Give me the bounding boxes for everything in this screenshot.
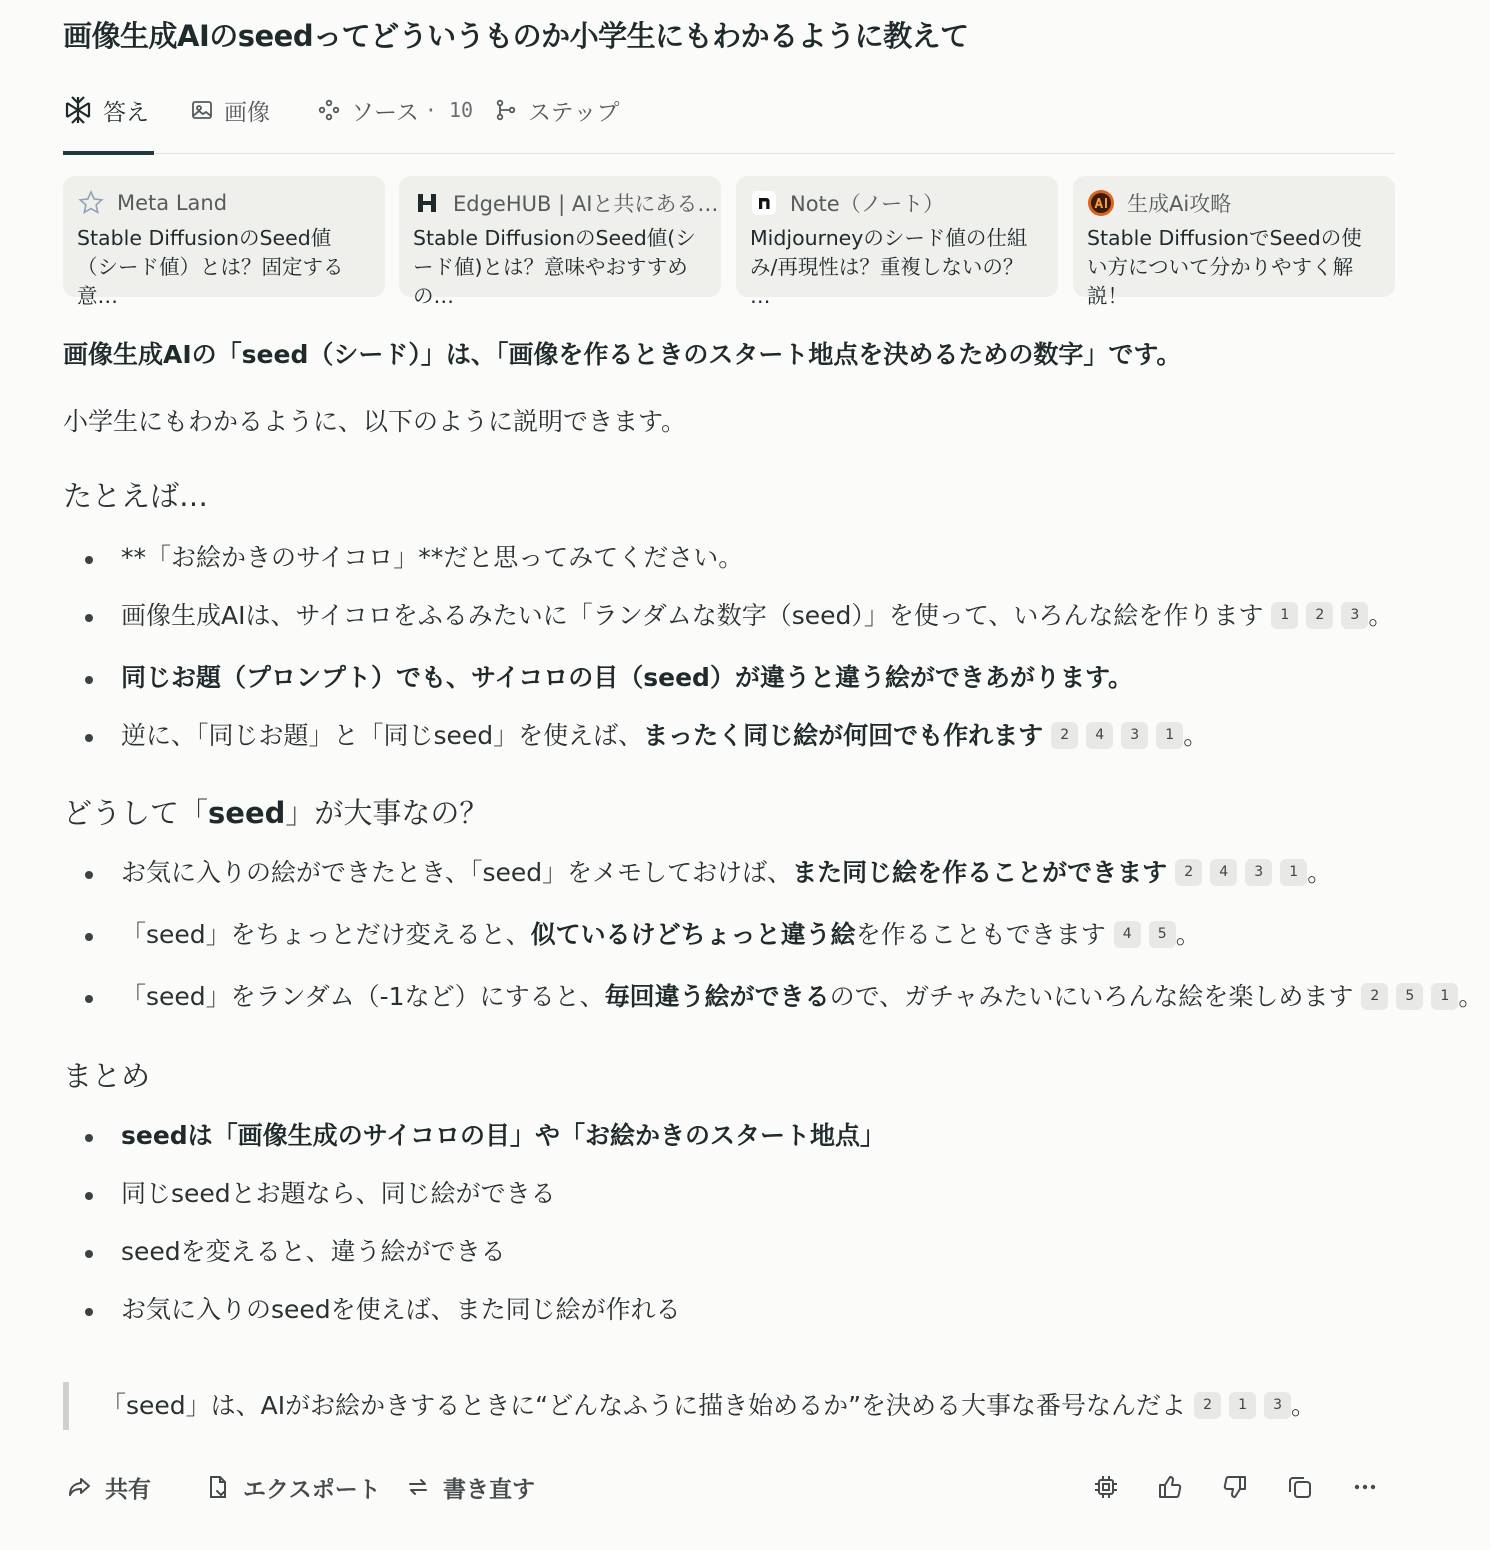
copy-button[interactable] xyxy=(1282,1469,1318,1505)
source-cards xyxy=(63,176,1395,308)
tab-sources-count: · 10 xyxy=(424,98,474,122)
list-item: 逆に、「同じお題」と「同じseed」を使えば、まったく同じ絵が何回でも作れます 2 4 3 1 。 xyxy=(63,707,1395,765)
citation-badge[interactable]: 3 xyxy=(1245,859,1272,886)
list-item: お気に入りのseedを使えば、また同じ絵が作れる xyxy=(63,1281,1395,1339)
source-site: Note（ノート） xyxy=(790,192,945,216)
section-heading-why: どうして「seed」が大事なの？ xyxy=(63,796,489,830)
list-item: seedは「画像生成のサイコロの目」や「お絵かきのスタート地点」 xyxy=(63,1107,1395,1165)
source-title: Midjourneyのシード値の仕組み/再現性は？重複しないの？ … xyxy=(750,226,1028,308)
more-icon xyxy=(1352,1474,1378,1500)
source-title: Stable DiffusionのSeed値（シード値）とは？固定する意… xyxy=(77,226,344,308)
share-button[interactable]: 共有 xyxy=(67,1465,151,1509)
chip-icon xyxy=(1093,1474,1119,1500)
answer-intro: 小学生にもわかるように、以下のように説明できます。 xyxy=(63,407,687,436)
citation-badge[interactable]: 2 xyxy=(1361,983,1388,1010)
tab-steps[interactable] xyxy=(494,88,620,132)
thumbs-down-button[interactable] xyxy=(1217,1469,1253,1505)
citation-badge[interactable]: 5 xyxy=(1149,921,1176,948)
citation-badge[interactable]: 4 xyxy=(1086,722,1113,749)
tab-sources[interactable] xyxy=(317,88,473,132)
share-icon xyxy=(67,1474,93,1500)
citation-badge[interactable]: 4 xyxy=(1210,859,1237,886)
summary-quote: 「seed」は、AIがお絵かきするときに“どんなふうに描き始めるか”を決める大事な番号なんだよ 2 1 3 。 xyxy=(63,1382,1363,1430)
answer-body xyxy=(63,330,1484,1339)
citation-badge[interactable]: 3 xyxy=(1121,722,1148,749)
tab-sources-label: ソース xyxy=(351,99,419,126)
citation-badge[interactable]: 2 xyxy=(1175,859,1202,886)
export-icon xyxy=(205,1474,231,1500)
rewrite-button[interactable]: 書き直す xyxy=(405,1465,535,1509)
citation-badge[interactable]: 2 xyxy=(1051,722,1078,749)
image-icon xyxy=(190,98,214,122)
source-site: 生成Ai攻略 xyxy=(1127,192,1232,216)
source-card-seisei-ai[interactable] xyxy=(1073,176,1395,308)
list-item: **「お絵かきのサイコロ」**だと思ってみてください。 xyxy=(63,529,1395,587)
source-card-meta-land[interactable] xyxy=(63,176,385,308)
thumbs-up-icon xyxy=(1157,1474,1183,1500)
model-info-button[interactable] xyxy=(1088,1469,1124,1505)
sources-icon xyxy=(317,98,341,122)
summary-list xyxy=(63,1107,1395,1339)
more-options-button[interactable] xyxy=(1347,1469,1383,1505)
answer-icon xyxy=(63,95,93,125)
tab-answer[interactable] xyxy=(63,88,149,132)
list-item: 同じお題（プロンプト）でも、サイコロの目（seed）が違うと違う絵ができあがります。 xyxy=(63,649,1395,707)
list-item: 「seed」をランダム（-1など）にすると、毎回違う絵ができるので、ガチャみたいにいろんな絵を楽しめます 2 5 1 。 xyxy=(63,968,1395,1026)
citation-badge[interactable]: 2 xyxy=(1194,1392,1221,1419)
active-tab-indicator xyxy=(63,151,154,155)
tab-bar xyxy=(63,82,1395,154)
source-site: EdgeHUB | AIと共にある… xyxy=(453,192,719,216)
citation-badge[interactable]: 1 xyxy=(1229,1392,1256,1419)
list-item: seedを変えると、違う絵ができる xyxy=(63,1223,1395,1281)
section-heading-example: たとえば… xyxy=(63,479,209,513)
example-list xyxy=(63,529,1395,765)
source-card-note[interactable] xyxy=(736,176,1058,308)
why-list xyxy=(63,844,1484,1026)
source-card-edgehub[interactable] xyxy=(399,176,721,308)
copy-icon xyxy=(1287,1474,1313,1500)
citation-badge[interactable]: 3 xyxy=(1341,602,1368,629)
list-item: 画像生成AIは、サイコロをふるみたいに「ランダムな数字（seed）」を使って、いろんな絵を作ります 1 2 3 。 xyxy=(63,587,1395,645)
steps-icon xyxy=(494,98,518,122)
citation-badge[interactable]: 1 xyxy=(1431,983,1458,1010)
citation-badge[interactable]: 2 xyxy=(1306,602,1333,629)
edgehub-logo-icon xyxy=(413,189,441,217)
citation-badge[interactable]: 1 xyxy=(1156,722,1183,749)
star-icon xyxy=(77,189,105,217)
ai-logo-icon xyxy=(1087,189,1115,217)
list-item: 「seed」をちょっとだけ変えると、似ているけどちょっと違う絵を作ることもできます 4 5 。 xyxy=(63,906,1395,964)
source-title: Stable DiffusionでSeedの使い方について分かりやすく解説！ xyxy=(1087,226,1362,308)
citation-badge[interactable]: 1 xyxy=(1280,859,1307,886)
source-title: Stable DiffusionのSeed値(シード値)とは？意味やおすすめの… xyxy=(413,226,696,308)
tab-images-label: 画像 xyxy=(224,99,270,126)
citation-badge[interactable]: 4 xyxy=(1114,921,1141,948)
export-button[interactable]: エクスポート xyxy=(205,1465,381,1509)
tab-answer-label: 答え xyxy=(103,99,149,126)
citation-badge[interactable]: 5 xyxy=(1396,983,1423,1010)
tab-steps-label: ステップ xyxy=(528,99,620,126)
list-item: お気に入りの絵ができたとき、「seed」をメモしておけば、また同じ絵を作ることができます 2 4 3 1 。 xyxy=(63,844,1395,902)
tab-images[interactable] xyxy=(190,88,270,132)
page-title: 画像生成AIのseedってどういうものか小学生にもわかるように教えて xyxy=(63,19,969,53)
answer-actions xyxy=(63,1465,1395,1509)
note-logo-icon xyxy=(750,189,778,217)
section-heading-summary: まとめ xyxy=(63,1059,151,1093)
answer-lead: 画像生成AIの「seed（シード）」は、「画像を作るときのスタート地点を決めるための数字」です。 xyxy=(63,340,1182,369)
source-site: Meta Land xyxy=(117,191,228,215)
citation-badge[interactable]: 1 xyxy=(1271,602,1298,629)
rewrite-icon xyxy=(405,1474,431,1500)
citation-badge[interactable]: 3 xyxy=(1264,1392,1291,1419)
thumbs-up-button[interactable] xyxy=(1152,1469,1188,1505)
list-item: 同じseedとお題なら、同じ絵ができる xyxy=(63,1165,1395,1223)
thumbs-down-icon xyxy=(1222,1474,1248,1500)
